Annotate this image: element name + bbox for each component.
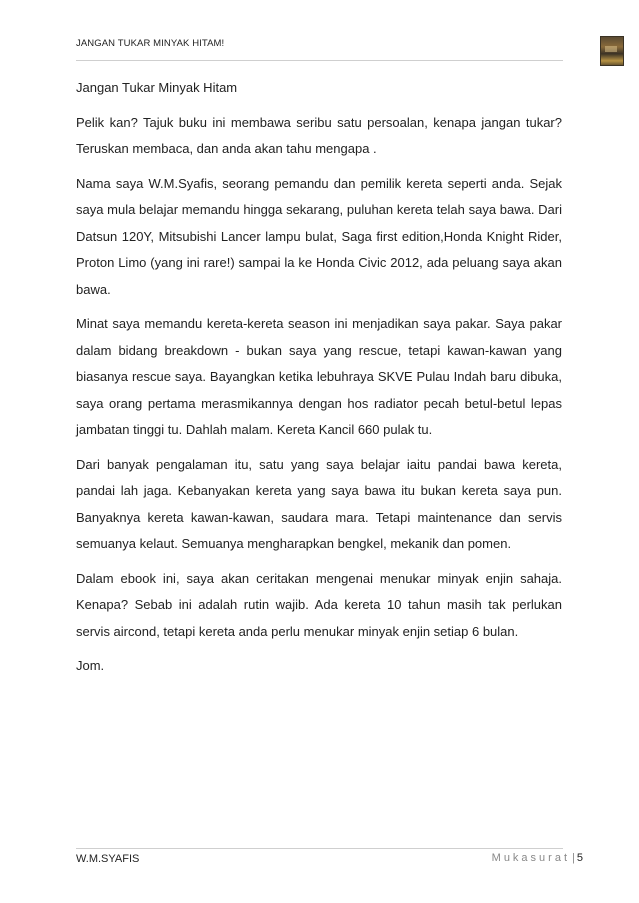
book-cover-thumbnail: [600, 36, 624, 66]
header-divider: [76, 60, 563, 61]
paragraph-2: Nama saya W.M.Syafis, seorang pemandu dan pemilik kereta seperti anda. Sejak saya mula belajar memandu hingga sekarang, puluhan kereta telah saya bawa. Dari Datsun 120Y, Mitsubishi Lancer lampu bulat, Saga first edition,Honda Knight Rider, Proton Limo (yang ini rare!) sampai la ke Honda Civic 2012, ada peluang saya akan bawa.: [76, 175, 562, 297]
page-number: 5: [576, 852, 583, 864]
paragraph-3: Minat saya memandu kereta-kereta season ini menjadikan saya pakar. Saya pakar dalam bidang breakdown - bukan saya yang rescue, tetapi kawan-kawan yang biasanya rescue saya. Bayangkan ketika lebuhraya SKVE Pulau Indah baru dibuka, saya orang pertama merasmikannya dengan hos radiator pecah betul-betul lepas jambatan tinggi tu. Dahlah malam. Kereta Kancil 660 pulak tu.: [76, 316, 562, 437]
page-label: Mukasurat: [491, 852, 571, 864]
footer-author: W.M.SYAFIS: [76, 853, 140, 865]
document-title: Jangan Tukar Minyak Hitam: [76, 80, 238, 95]
page-separator: |: [572, 852, 575, 864]
footer-divider: [76, 848, 563, 849]
paragraph-4: Dari banyak pengalaman itu, satu yang saya belajar iaitu pandai bawa kereta, pandai lah jaga. Kebanyakan kereta yang saya bawa itu bukan kereta saya pun. Banyaknya kereta kawan-kawan, saudara mara. Tetapi maintenance dan servis semuanya kelaut. Semuanya mengharapkan bengkel, mekanik dan pomen.: [76, 456, 562, 551]
paragraph-5: Dalam ebook ini, saya akan ceritakan mengenai menukar minyak enjin sahaja. Kenapa? Sebab ini adalah rutin wajib. Ada kereta 10 tahun masih tak perlukan servis aircond, tetapi kereta anda perlu menukar minyak enjin setiap 6 bulan.: [76, 570, 562, 639]
paragraph-6: Jom.: [76, 658, 105, 673]
page-indicator: [492, 852, 583, 864]
running-header: JANGAN TUKAR MINYAK HITAM!: [76, 38, 225, 49]
page-body: [76, 75, 562, 688]
paragraph-1: Pelik kan? Tajuk buku ini membawa seribu satu persoalan, kenapa jangan tukar? Teruskan membaca, dan anda akan tahu mengapa .: [76, 114, 562, 156]
